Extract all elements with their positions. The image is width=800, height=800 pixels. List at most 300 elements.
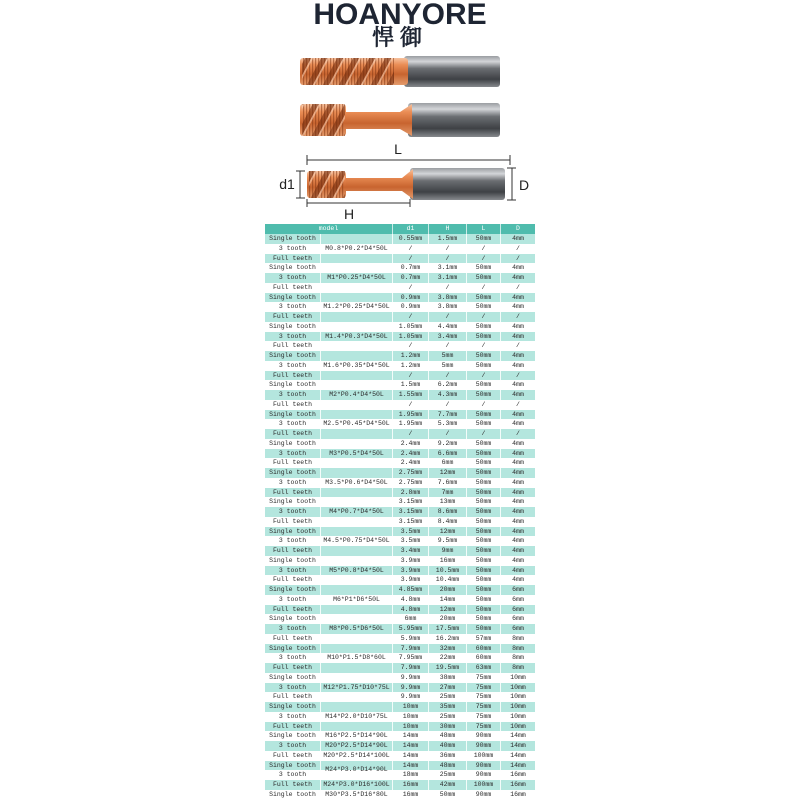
cell-l: 50mm <box>466 605 500 615</box>
cell-type: Full teeth <box>272 459 312 467</box>
end-mill-dimension-drawing <box>307 168 505 200</box>
cell-d1: 2.8mm <box>392 488 428 498</box>
cell-d: 4mm <box>500 380 535 390</box>
neck <box>345 104 412 136</box>
cell-h: 20mm <box>428 585 466 595</box>
cell-d: 6mm <box>500 614 535 624</box>
cell-h: 1.5mm <box>428 234 466 244</box>
cell-type: 3 tooth <box>278 742 307 749</box>
cell-d1: 0.55mm <box>392 234 428 244</box>
cell-type: Full teeth <box>272 664 312 671</box>
cell-d1: 3.4mm <box>392 546 428 556</box>
cell-d: 4mm <box>500 556 535 566</box>
cell-h: 14mm <box>428 595 466 605</box>
cell-d: 4mm <box>500 566 535 576</box>
cell-l: 50mm <box>466 458 500 468</box>
cell-h: 4.4mm <box>428 322 466 332</box>
cell-d: 14mm <box>500 731 535 741</box>
cell-type: Full teeth <box>272 547 312 554</box>
cell-type: Full teeth <box>272 693 312 701</box>
cell-l: 90mm <box>466 770 500 780</box>
cell-d1: 3.15mm <box>392 517 428 527</box>
cell-l: / <box>466 341 500 351</box>
cell-type: Single tooth <box>269 527 316 535</box>
cell-l: / <box>466 371 500 381</box>
cell-h: 9.5mm <box>428 536 466 546</box>
cell-l: / <box>466 312 500 322</box>
cell-l: 50mm <box>466 566 500 576</box>
cell-l: / <box>466 283 500 293</box>
cell-h: 20mm <box>428 614 466 624</box>
cell-d: 4mm <box>500 234 535 244</box>
cell-h: 3.4mm <box>428 332 466 342</box>
cell-d: 4mm <box>500 449 535 459</box>
cell-h: 8.6mm <box>428 507 466 517</box>
cell-model: M2*P0.4*D4*50L <box>320 380 392 409</box>
cell-d1: 1.95mm <box>392 419 428 429</box>
cell-d1: 0.9mm <box>392 293 428 303</box>
cell-l: 50mm <box>466 449 500 459</box>
end-mill-3-tooth <box>300 103 500 137</box>
cell-h: 3.1mm <box>428 263 466 273</box>
cell-type: 3 tooth <box>278 566 307 574</box>
cell-type: Full teeth <box>272 634 312 642</box>
cell-l: 50mm <box>466 263 500 273</box>
cell-d1: 2.4mm <box>392 458 428 468</box>
cell-l: 50mm <box>466 507 500 517</box>
cell-d: 14mm <box>500 751 535 761</box>
cell-l: / <box>466 429 500 439</box>
cell-d: / <box>500 341 535 351</box>
cell-d: 4mm <box>500 322 535 332</box>
cell-d1: 5.9mm <box>392 634 428 644</box>
cell-d: 6mm <box>500 595 535 605</box>
cell-h: / <box>428 429 466 439</box>
cell-d: 14mm <box>500 741 535 751</box>
cell-d1: 1.05mm <box>392 332 428 342</box>
cell-d: 4mm <box>500 419 535 429</box>
cell-type: Single tooth <box>269 703 316 710</box>
cell-l: 50mm <box>466 273 500 283</box>
cell-l: 60mm <box>466 653 500 663</box>
cell-d1: 2.75mm <box>392 468 428 478</box>
cell-type: Full teeth <box>272 722 312 730</box>
cell-d: 10mm <box>500 722 535 732</box>
cell-d1: / <box>392 371 428 381</box>
cell-h: 32mm <box>428 644 466 654</box>
dimension-label-h: H <box>343 206 355 222</box>
cell-d: 8mm <box>500 634 535 644</box>
cell-l: 100mm <box>466 780 500 790</box>
helical-flutes <box>309 171 345 198</box>
cell-l: 50mm <box>466 302 500 312</box>
cell-d1: / <box>392 244 428 254</box>
cell-d: 4mm <box>500 390 535 400</box>
cell-h: 12mm <box>428 468 466 478</box>
cell-type: Single tooth <box>269 615 316 623</box>
cell-type: 3 tooth <box>278 391 307 398</box>
cell-d1: 1.2mm <box>392 351 428 361</box>
cell-h: 12mm <box>428 605 466 615</box>
cell-type: Single tooth <box>269 264 316 272</box>
cell-l: 57mm <box>466 634 500 644</box>
cell-d: 10mm <box>500 702 535 712</box>
dimension-l <box>307 141 510 165</box>
cell-l: 90mm <box>466 731 500 741</box>
cell-type: Full teeth <box>272 576 312 584</box>
cell-d: 16mm <box>500 780 535 790</box>
dimension-d <box>507 168 529 200</box>
cell-h: 38mm <box>428 673 466 683</box>
cell-model: M20*P2.5*D14*100L <box>320 751 392 761</box>
cell-l: 75mm <box>466 702 500 712</box>
cell-l: 50mm <box>466 497 500 507</box>
header-model: model <box>318 225 339 232</box>
cell-h: / <box>428 254 466 264</box>
cell-type: Full teeth <box>272 430 312 437</box>
cell-h: / <box>428 244 466 254</box>
cell-d: / <box>500 312 535 322</box>
cell-d1: 0.7mm <box>392 263 428 273</box>
cell-model: M1.6*P0.35*D4*50L <box>320 351 392 380</box>
helical-flutes <box>302 58 394 85</box>
cell-d1: 3.9mm <box>392 575 428 585</box>
cell-d: 4mm <box>500 439 535 449</box>
cell-h: 36mm <box>428 751 466 761</box>
cell-h: / <box>428 283 466 293</box>
end-mill-full-teeth <box>300 56 500 87</box>
cell-h: 42mm <box>428 780 466 790</box>
cell-d1: 3.5mm <box>392 536 428 546</box>
cell-h: 50mm <box>428 790 466 800</box>
cell-h: 13mm <box>428 497 466 507</box>
cell-d: 10mm <box>500 673 535 683</box>
cell-d1: 1.2mm <box>392 361 428 371</box>
cell-model: M4*P0.7*D4*50L <box>320 497 392 526</box>
cell-l: 75mm <box>466 722 500 732</box>
cell-d: 4mm <box>500 351 535 361</box>
cell-d1: 1.5mm <box>392 380 428 390</box>
cell-model: M8*P0.5*D6*50L <box>320 614 392 643</box>
cell-d1: 5.95mm <box>392 624 428 634</box>
cell-d: 4mm <box>500 302 535 312</box>
cell-type: 3 tooth <box>278 274 307 281</box>
cell-l: / <box>466 254 500 264</box>
cell-l: 50mm <box>466 439 500 449</box>
cell-l: 50mm <box>466 624 500 634</box>
cell-type: Full teeth <box>272 400 312 408</box>
cell-d: 4mm <box>500 458 535 468</box>
cell-model: M1.4*P0.3*D4*50L <box>320 322 392 351</box>
cell-l: 50mm <box>466 361 500 371</box>
cell-model: M5*P0.8*D4*50L <box>320 556 392 585</box>
cell-type: Single tooth <box>269 410 316 418</box>
cell-type: Full teeth <box>272 488 312 496</box>
cell-h: 3.8mm <box>428 293 466 303</box>
cell-model: M14*P2.0*D10*75L <box>320 702 392 731</box>
cell-h: 10.4mm <box>428 575 466 585</box>
cell-d1: 10mm <box>392 702 428 712</box>
cell-d1: 7.9mm <box>392 663 428 673</box>
cell-model: M16*P2.5*D14*90L <box>320 731 392 741</box>
cell-type: 3 tooth <box>278 654 307 662</box>
cell-l: 90mm <box>466 761 500 771</box>
cell-type: Full teeth <box>272 342 312 350</box>
cell-h: 25mm <box>428 692 466 702</box>
header-d: D <box>500 224 535 234</box>
cell-l: 50mm <box>466 527 500 537</box>
cell-d1: 1.95mm <box>392 410 428 420</box>
cell-d: 6mm <box>500 624 535 634</box>
cell-type: Single tooth <box>269 556 316 564</box>
header-d1: d1 <box>392 224 428 234</box>
cell-l: 90mm <box>466 790 500 800</box>
cell-d1: / <box>392 254 428 264</box>
cell-l: 90mm <box>466 741 500 751</box>
cell-h: 9.2mm <box>428 439 466 449</box>
cell-l: 50mm <box>466 478 500 488</box>
cell-h: 5mm <box>428 361 466 371</box>
cell-d: 4mm <box>500 527 535 537</box>
cell-d1: / <box>392 400 428 410</box>
cell-type: 3 tooth <box>278 595 307 603</box>
cell-type: 3 tooth <box>278 303 307 311</box>
cell-h: 40mm <box>428 741 466 751</box>
cell-l: 50mm <box>466 322 500 332</box>
cell-h: 19.5mm <box>428 663 466 673</box>
helical-flutes <box>302 104 345 136</box>
cell-type: Single tooth <box>269 761 316 769</box>
cell-h: 5.3mm <box>428 419 466 429</box>
cell-type: Single tooth <box>269 586 316 593</box>
cell-type: Single tooth <box>269 498 316 506</box>
cell-d1: 9.9mm <box>392 683 428 693</box>
cell-type: Full teeth <box>272 751 312 759</box>
cell-d1: / <box>392 429 428 439</box>
cell-l: 50mm <box>466 390 500 400</box>
cell-l: 50mm <box>466 614 500 624</box>
cell-model: M2.5*P0.45*D4*50L <box>320 410 392 439</box>
cell-h: 7.6mm <box>428 478 466 488</box>
cell-type: Full teeth <box>272 283 312 291</box>
cell-d1: 1.55mm <box>392 390 428 400</box>
cell-h: 22mm <box>428 653 466 663</box>
cell-d1: / <box>392 312 428 322</box>
cell-type: 3 tooth <box>278 771 307 779</box>
cell-l: 50mm <box>466 351 500 361</box>
cell-type: 3 tooth <box>278 361 307 369</box>
cell-type: 3 tooth <box>278 420 307 428</box>
cell-l: 50mm <box>466 488 500 498</box>
cell-d1: 0.9mm <box>392 302 428 312</box>
header-l: L <box>466 224 500 234</box>
cell-l: 50mm <box>466 575 500 585</box>
cell-h: 7mm <box>428 488 466 498</box>
cell-h: 6.2mm <box>428 380 466 390</box>
cell-d: / <box>500 400 535 410</box>
cell-type: Single tooth <box>269 322 316 330</box>
cell-d: / <box>500 244 535 254</box>
cell-d: 8mm <box>500 644 535 654</box>
cell-l: 75mm <box>466 712 500 722</box>
cell-d1: / <box>392 341 428 351</box>
brand-chinese-name: 悍御 <box>371 26 428 51</box>
cell-d1: 6mm <box>392 614 428 624</box>
cell-l: 50mm <box>466 332 500 342</box>
cell-d1: 4.8mm <box>392 605 428 615</box>
cell-h: 12mm <box>428 527 466 537</box>
cell-type: 3 tooth <box>278 683 307 691</box>
cell-d1: 14mm <box>392 761 428 771</box>
cell-model: M4.5*P0.75*D4*50L <box>320 527 392 556</box>
cell-type: Single tooth <box>269 352 316 359</box>
cell-h: 48mm <box>428 731 466 741</box>
cell-d1: 9.9mm <box>392 673 428 683</box>
dimension-d1 <box>279 171 305 198</box>
cell-h: / <box>428 312 466 322</box>
cell-d1: 7.95mm <box>392 653 428 663</box>
cell-type: Full teeth <box>272 371 312 379</box>
cell-type: Single tooth <box>269 732 316 740</box>
dimension-label-l: L <box>394 141 402 157</box>
cell-type: 3 tooth <box>278 332 307 340</box>
cell-d1: 2.4mm <box>392 449 428 459</box>
cell-l: 50mm <box>466 419 500 429</box>
cell-type: 3 tooth <box>278 625 307 632</box>
cell-type: Single tooth <box>269 644 316 652</box>
cell-d: 4mm <box>500 488 535 498</box>
cell-model: M1*P0.25*D4*50L <box>320 263 392 292</box>
shank <box>408 103 500 137</box>
cell-type: 3 tooth <box>278 712 307 720</box>
cell-d1: 16mm <box>392 780 428 790</box>
cell-h: / <box>428 371 466 381</box>
cell-l: 100mm <box>466 751 500 761</box>
cell-d1: 10mm <box>392 722 428 732</box>
cell-l: 75mm <box>466 683 500 693</box>
cell-type: Full teeth <box>272 781 312 788</box>
cell-h: 3.1mm <box>428 273 466 283</box>
cell-d: 4mm <box>500 546 535 556</box>
cell-h: 27mm <box>428 683 466 693</box>
cell-d: 4mm <box>500 293 535 303</box>
brand-logo: HOANYORE <box>313 0 487 31</box>
cell-d1: 0.7mm <box>392 273 428 283</box>
cell-d: 4mm <box>500 497 535 507</box>
cell-d: 16mm <box>500 790 535 800</box>
cell-d: 4mm <box>500 273 535 283</box>
cell-type: Single tooth <box>269 235 316 242</box>
cell-d: 10mm <box>500 712 535 722</box>
cell-h: 8.4mm <box>428 517 466 527</box>
cell-d1: 3.15mm <box>392 497 428 507</box>
cell-d1: 3.15mm <box>392 507 428 517</box>
shank <box>404 56 500 87</box>
dimension-label-d1: d1 <box>279 176 295 192</box>
cell-type: Single tooth <box>269 790 316 798</box>
cell-model: M3*P0.5*D4*50L <box>320 439 392 468</box>
cell-d: 4mm <box>500 517 535 527</box>
cell-type: 3 tooth <box>278 537 307 545</box>
cell-d: 8mm <box>500 653 535 663</box>
cell-d1: 14mm <box>392 741 428 751</box>
cell-l: 75mm <box>466 673 500 683</box>
cell-l: / <box>466 400 500 410</box>
cell-type: Single tooth <box>269 293 316 301</box>
cell-d1: 2.75mm <box>392 478 428 488</box>
dimension-h <box>307 199 410 222</box>
cell-d1: 14mm <box>392 731 428 741</box>
cell-h: 17.5mm <box>428 624 466 634</box>
cell-d: 10mm <box>500 692 535 702</box>
cell-d1: 1.05mm <box>392 322 428 332</box>
cell-type: Full teeth <box>272 313 312 320</box>
cell-model: M30*P3.5*D16*80L <box>320 790 392 800</box>
cell-d: 6mm <box>500 605 535 615</box>
cell-l: 50mm <box>466 556 500 566</box>
cell-l: / <box>466 244 500 254</box>
cell-d: 6mm <box>500 585 535 595</box>
cell-d: 4mm <box>500 263 535 273</box>
cell-h: 35mm <box>428 702 466 712</box>
cell-d: 4mm <box>500 468 535 478</box>
cell-h: 5mm <box>428 351 466 361</box>
cell-h: 25mm <box>428 712 466 722</box>
cell-l: 50mm <box>466 546 500 556</box>
cell-type: Single tooth <box>269 469 316 476</box>
cell-type: Single tooth <box>269 439 316 447</box>
cell-h: 25mm <box>428 770 466 780</box>
cell-h: 16mm <box>428 556 466 566</box>
cell-h: 16.2mm <box>428 634 466 644</box>
cell-d1: 3.9mm <box>392 556 428 566</box>
cell-model: M0.8*P0.2*D4*50L <box>320 234 392 263</box>
cell-h: / <box>428 341 466 351</box>
cell-d1: 3.9mm <box>392 566 428 576</box>
cell-d1: 18mm <box>392 770 428 780</box>
product-illustration <box>0 0 800 222</box>
cell-type: 3 tooth <box>278 508 307 515</box>
cell-h: 6mm <box>428 458 466 468</box>
cell-l: 63mm <box>466 663 500 673</box>
cell-type: Full teeth <box>272 605 312 613</box>
cell-model: M1.2*P0.25*D4*50L <box>320 293 392 322</box>
cell-type: Single tooth <box>269 381 316 389</box>
cell-l: 50mm <box>466 234 500 244</box>
cell-d: 4mm <box>500 575 535 585</box>
cell-model: M20*P2.5*D14*90L <box>320 741 392 751</box>
cell-d: / <box>500 283 535 293</box>
cell-d1: 4.8mm <box>392 595 428 605</box>
cell-d: 14mm <box>500 761 535 771</box>
cell-l: 50mm <box>466 380 500 390</box>
cell-d1: 10mm <box>392 712 428 722</box>
cell-d1: / <box>392 283 428 293</box>
cell-type: 3 tooth <box>278 478 307 486</box>
cell-h: 48mm <box>428 761 466 771</box>
cell-d: 4mm <box>500 478 535 488</box>
cell-d: / <box>500 429 535 439</box>
cell-d: 4mm <box>500 332 535 342</box>
cell-h: 4.3mm <box>428 390 466 400</box>
cell-d1: 2.4mm <box>392 439 428 449</box>
header-h: H <box>428 224 466 234</box>
cell-h: 10.5mm <box>428 566 466 576</box>
cell-d1: 9.9mm <box>392 692 428 702</box>
cell-h: / <box>428 400 466 410</box>
cell-h: 6.6mm <box>428 449 466 459</box>
cell-d1: 16mm <box>392 790 428 800</box>
